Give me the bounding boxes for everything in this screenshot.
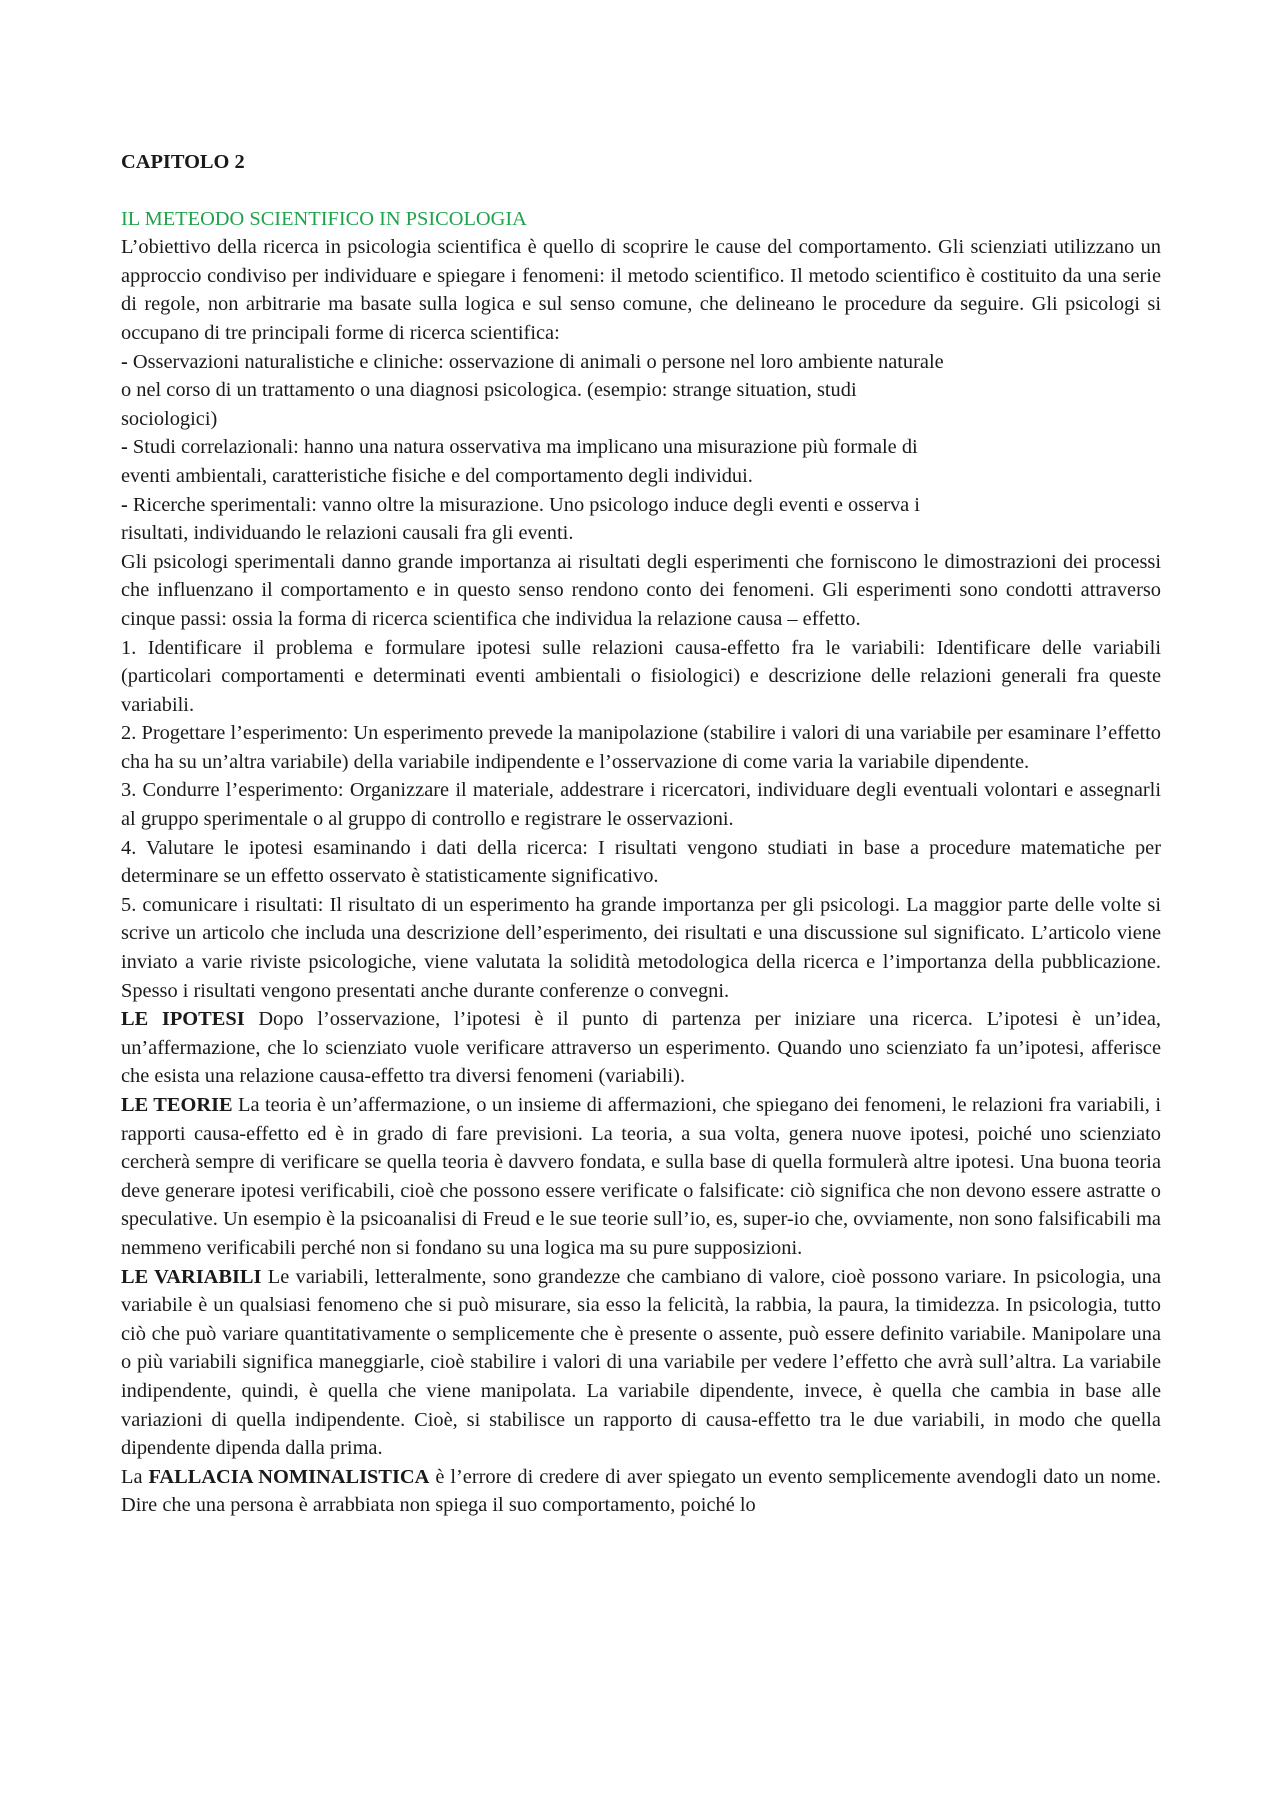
fallacia-paragraph: La FALLACIA NOMINALISTICA è l’errore di credere di aver spiegato un evento semplicemente avendogli dato un nome. Dire che una persona è arrabbiata non spiega il suo comportamento, poiché lo — [121, 1465, 1161, 1517]
section-title: IL METEODO SCIENTIFICO IN PSICOLOGIA — [121, 207, 527, 230]
variabili-paragraph: LE VARIABILI Le variabili, letteralmente, sono grandezze che cambiano di valore, cioè possono variare. In psicologia, una variabile è un qualsiasi fenomeno che si può misurare, sia esso la felicità, la rabbia, la paura, la timidezza. In psicologia, tutto ciò che può variare quantitativamente o semplicemente che è presente o assente, può essere definito variabile. Manipolare una o più variabili significa maneggiarle, cioè stabilire i valori di una variabile per vedere l’effetto che avrà sull’altra. La variabile indipendente, quindi, è quella che viene manipolata. La variabile dipendente, invece, è quella che cambia in base alle variazioni di quella indipendente. Cioè, si stabilisce un rapporto di causa-effetto tra le due variabili, in modo che quella dipendente dipenda dalla prima. — [121, 1265, 1161, 1460]
teorie-paragraph: LE TEORIE La teoria è un’affermazione, o un insieme di affermazioni, che spiegano dei fenomeni, le relazioni fra variabili, i rapporti causa-effetto ed è in grado di fare previsioni. La teoria, a sua volta, genera nuove ipotesi, poiché uno scienziato cercherà sempre di verificare se quella teoria è davvero fondata, e sulla base di quella formulerà altre ipotesi. Una buona teoria deve generare ipotesi verificabili, cioè che possono essere verificate o falsificate: ciò significa che non devono essere astratte o speculative. Un esempio è la psicoanalisi di Freud e le sue teorie sull’io, es, super-io che, ovviamente, non sono falsificabili ma nemmeno verificabili perché non si fondano su una logica ma su pure supposizioni. — [121, 1094, 1161, 1259]
step-item: 2. Progettare l’esperimento: Un esperimento prevede la manipolazione (stabilire i valori di una variabile per esaminare l’effetto cha ha su un’altra variabile) della variabile indipendente e l’osservazione di come varia la variabile dipendente. — [121, 722, 1161, 773]
ipotesi-paragraph: LE IPOTESI Dopo l’osservazione, l’ipotesi è il punto di partenza per iniziare una ricerca. L’ipotesi è un’idea, un’affermazione, che lo scienziato vuole verificare attraverso un esperimento. Quando uno scienziato fa un’ipotesi, afferisce che esista una relazione causa-effetto tra diversi fenomeni (variabili). — [121, 1008, 1161, 1088]
research-forms-list — [121, 348, 1161, 548]
experiment-steps-list — [121, 634, 1161, 1006]
step-item: 1. Identificare il problema e formulare ipotesi sulle relazioni causa-effetto fra le variabili: Identificare delle variabili (particolari comportamenti e determinati eventi ambientali o fisiologici) e descrizione delle relazioni generali fra queste variabili. — [121, 636, 1161, 716]
list-item: - Studi correlazionali: hanno una natura osservativa ma implicano una misurazione più formale di eventi ambientali, caratteristiche fisiche e del comportamento degli individui. — [121, 436, 918, 487]
step-item: 4. Valutare le ipotesi esaminando i dati della ricerca: I risultati vengono studiati in base a procedure matematiche per determinare se un effetto osservato è statisticamente significativo. — [121, 836, 1161, 888]
list-marker: - — [121, 350, 133, 373]
step-item: 5. comunicare i risultati: Il risultato di un esperimento ha grande importanza per gli psicologi. La maggior parte delle volte si scrive un articolo che includa una descrizione dell’esperimento, dei risultati e una discussione sul significato. L’articolo viene inviato a varie riviste psicologiche, viene valutata la solidità metodologica della ricerca e l’importanza della pubblicazione. Spesso i risultati vengono presentati anche durante conferenze o convegni. — [121, 893, 1161, 1002]
ipotesi-term: LE IPOTESI — [121, 1008, 245, 1031]
experiments-paragraph: Gli psicologi sperimentali danno grande importanza ai risultati degli esperimenti che forniscono le dimostrazioni dei processi che influenzano il comportamento e in questo senso rendono conto dei fenomeni. Gli esperimenti sono condotti attraverso cinque passi: ossia la forma di ricerca scientifica che individua la relazione causa – effetto. — [121, 550, 1161, 630]
intro-paragraph: L’obiettivo della ricerca in psicologia scientifica è quello di scoprire le cause del comportamento. Gli scienziati utilizzano un approccio condiviso per individuare e spiegare i fenomeni: il metodo scientifico. Il metodo scientifico è costituito da una serie di regole, non arbitrarie ma basate sulla logica e sul senso comune, che delineano le procedure da seguire. Gli psicologi si occupano di tre principali forme di ricerca scientifica: — [121, 236, 1161, 344]
list-marker: - — [121, 493, 133, 516]
teorie-term: LE TEORIE — [121, 1094, 233, 1116]
list-item: - Ricerche sperimentali: vanno oltre la misurazione. Uno psicologo induce degli eventi e osserva i risultati, individuando le relazioni causali fra gli eventi. — [121, 493, 920, 545]
chapter-heading: CAPITOLO 2 — [121, 151, 245, 173]
fallacia-term: FALLACIA NOMINALISTICA — [148, 1465, 430, 1488]
document-page — [121, 148, 1161, 1520]
list-item: - Osservazioni naturalistiche e cliniche: osservazione di animali o persone nel loro ambiente naturale o nel corso di un trattamento o una diagnosi psicologica. (esempio: strange situation, studi sociologici) — [121, 350, 944, 430]
variabili-term: LE VARIABILI — [121, 1265, 262, 1288]
step-item: 3. Condurre l’esperimento: Organizzare il materiale, addestrare i ricercatori, individuare degli eventuali volontari e assegnarli al gruppo sperimentale o al gruppo di controllo e registrare le osservazioni. — [121, 779, 1161, 831]
list-marker: - — [121, 436, 133, 459]
